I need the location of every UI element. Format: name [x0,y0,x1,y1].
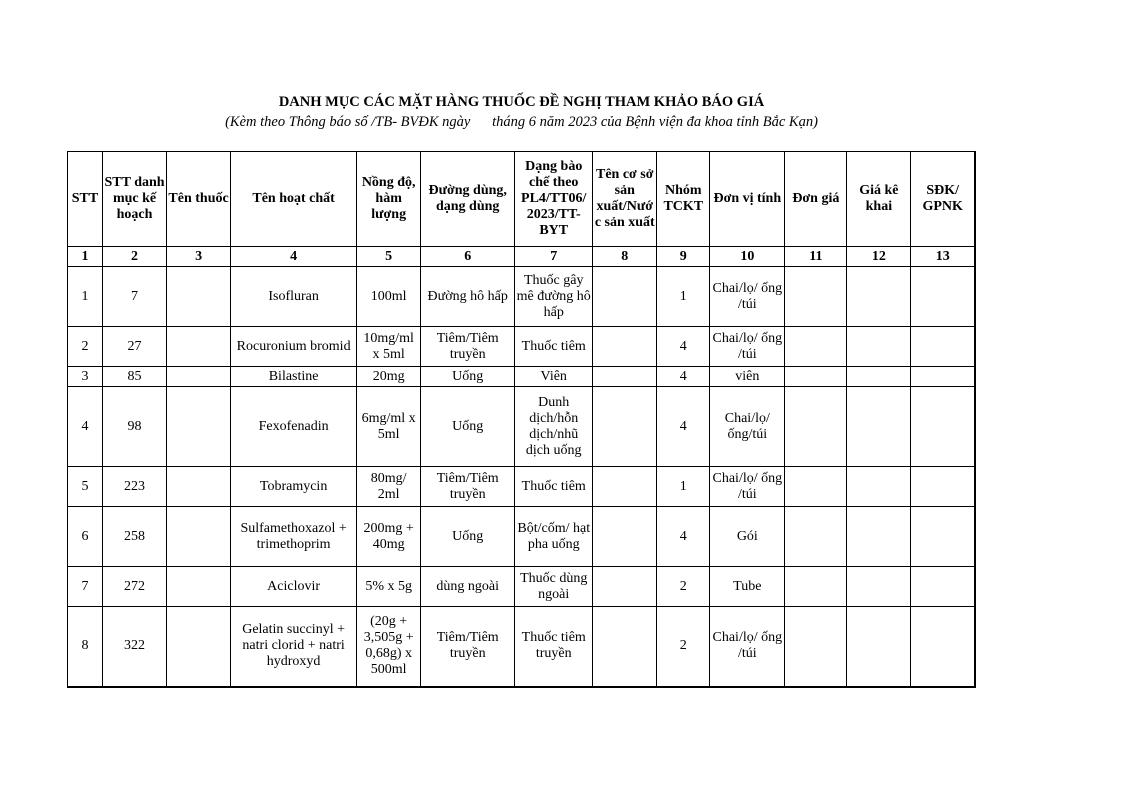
drug-name-cell [167,567,231,607]
registration-cell [911,607,975,687]
table-row [68,327,976,367]
dosage-form-cell: Dunh dịch/hỗn dịch/nhũ dịch uống [515,387,593,467]
declared-price-cell [847,367,911,387]
plan-index-cell: 27 [103,327,167,367]
unit-price-cell [785,607,847,687]
manufacturer-cell [593,387,657,467]
drug-name-cell [167,467,231,507]
registration-cell [911,367,975,387]
active-ingredient-cell: Gelatin succinyl + natri clorid + natri hydroxyd [231,607,357,687]
drug-name-cell [167,607,231,687]
drug-name-cell [167,367,231,387]
active-ingredient-cell: Rocuronium bromid [231,327,357,367]
declared-price-cell [847,507,911,567]
route-cell: Tiêm/Tiêm truyền [421,607,515,687]
concentration-cell: 20mg [357,367,421,387]
drug-list-table [67,151,976,688]
plan-index-cell: 7 [103,267,167,327]
table-row [68,507,976,567]
route-cell: Tiêm/Tiêm truyền [421,467,515,507]
column-number: 2 [103,247,167,267]
manufacturer-cell [593,367,657,387]
plan-index-cell: 85 [103,367,167,387]
active-ingredient-cell: Bilastine [231,367,357,387]
declared-price-cell [847,567,911,607]
plan-index-cell: 322 [103,607,167,687]
declared-price-cell [847,267,911,327]
unit-price-cell [785,387,847,467]
table-header-row [68,152,976,247]
header-cell: Tên cơ sở sản xuất/Nước sản xuất [593,152,657,247]
header-cell: Nhóm TCKT [657,152,710,247]
manufacturer-cell [593,267,657,327]
declared-price-cell [847,387,911,467]
active-ingredient-cell: Sulfamethoxazol + trimethoprim [231,507,357,567]
header-cell: Tên hoạt chất [231,152,357,247]
unit-price-cell [785,367,847,387]
header-cell: SĐK/ GPNK [911,152,975,247]
table-row [68,607,976,687]
drug-name-cell [167,327,231,367]
stt-cell: 8 [68,607,103,687]
active-ingredient-cell: Aciclovir [231,567,357,607]
route-cell: Tiêm/Tiêm truyền [421,327,515,367]
column-number: 8 [593,247,657,267]
dosage-form-cell: Viên [515,367,593,387]
plan-index-cell: 272 [103,567,167,607]
column-number: 3 [167,247,231,267]
unit-cell: Chai/lọ/ ống /túi [710,467,785,507]
plan-index-cell: 258 [103,507,167,567]
active-ingredient-cell: Tobramycin [231,467,357,507]
header-cell: Đường dùng, dạng dùng [421,152,515,247]
table-row [68,267,976,327]
column-number: 12 [847,247,911,267]
active-ingredient-cell: Fexofenadin [231,387,357,467]
manufacturer-cell [593,607,657,687]
concentration-cell: (20g + 3,505g + 0,68g) x 500ml [357,607,421,687]
drug-name-cell [167,507,231,567]
column-number: 6 [421,247,515,267]
unit-price-cell [785,567,847,607]
concentration-cell: 80mg/ 2ml [357,467,421,507]
group-cell: 2 [657,567,710,607]
concentration-cell: 100ml [357,267,421,327]
registration-cell [911,267,975,327]
dosage-form-cell: Thuốc dùng ngoài [515,567,593,607]
column-number: 9 [657,247,710,267]
header-cell: Dạng bào chế theo PL4/TT06/ 2023/TT-BYT [515,152,593,247]
dosage-form-cell: Thuốc tiêm [515,467,593,507]
active-ingredient-cell: Isofluran [231,267,357,327]
stt-cell: 6 [68,507,103,567]
drug-name-cell [167,267,231,327]
header-cell: Nồng độ, hàm lượng [357,152,421,247]
registration-cell [911,507,975,567]
route-cell: Uống [421,367,515,387]
group-cell: 1 [657,267,710,327]
stt-cell: 2 [68,327,103,367]
header-cell: Đơn giá [785,152,847,247]
concentration-cell: 10mg/ml x 5ml [357,327,421,367]
unit-cell: viên [710,367,785,387]
column-number: 13 [911,247,975,267]
route-cell: Đường hô hấp [421,267,515,327]
unit-cell: Chai/lọ/ ống /túi [710,267,785,327]
manufacturer-cell [593,507,657,567]
column-number: 1 [68,247,103,267]
declared-price-cell [847,607,911,687]
manufacturer-cell [593,327,657,367]
group-cell: 4 [657,507,710,567]
group-cell: 4 [657,387,710,467]
unit-price-cell [785,267,847,327]
header-cell: Đơn vị tính [710,152,785,247]
route-cell: dùng ngoài [421,567,515,607]
stt-cell: 1 [68,267,103,327]
registration-cell [911,567,975,607]
table-row [68,387,976,467]
column-number: 4 [231,247,357,267]
registration-cell [911,327,975,367]
unit-cell: Chai/lọ/ ống /túi [710,327,785,367]
header-cell: Tên thuốc [167,152,231,247]
stt-cell: 4 [68,387,103,467]
dosage-form-cell: Bột/cốm/ hạt pha uống [515,507,593,567]
stt-cell: 7 [68,567,103,607]
document-title: DANH MỤC CÁC MẶT HÀNG THUỐC ĐỀ NGHỊ THAM KHẢO BÁO GIÁ [278,94,765,110]
manufacturer-cell [593,467,657,507]
unit-price-cell [785,507,847,567]
declared-price-cell [847,467,911,507]
dosage-form-cell: Thuốc tiêm truyền [515,607,593,687]
unit-cell: Chai/lọ/ ống /túi [710,607,785,687]
group-cell: 2 [657,607,710,687]
header-cell: Giá kê khai [847,152,911,247]
stt-cell: 5 [68,467,103,507]
document-subtitle: (Kèm theo Thông báo số /TB- BVĐK ngày tháng 6 năm 2023 của Bệnh viện đa khoa tỉnh Bắc Kạn) [225,114,818,130]
dosage-form-cell: Thuốc tiêm [515,327,593,367]
table-row [68,467,976,507]
group-cell: 4 [657,367,710,387]
unit-price-cell [785,327,847,367]
concentration-cell: 5% x 5g [357,567,421,607]
table-row [68,367,976,387]
unit-cell: Chai/lọ/ ống/túi [710,387,785,467]
column-number: 7 [515,247,593,267]
table-body [68,267,976,687]
column-number: 10 [710,247,785,267]
group-cell: 4 [657,327,710,367]
registration-cell [911,387,975,467]
drug-name-cell [167,387,231,467]
concentration-cell: 200mg + 40mg [357,507,421,567]
column-number-row [68,247,976,267]
column-number: 5 [357,247,421,267]
header-cell: STT danh mục kế hoạch [103,152,167,247]
registration-cell [911,467,975,507]
stt-cell: 3 [68,367,103,387]
header-cell: STT [68,152,103,247]
unit-cell: Tube [710,567,785,607]
manufacturer-cell [593,567,657,607]
unit-price-cell [785,467,847,507]
route-cell: Uống [421,387,515,467]
dosage-form-cell: Thuốc gây mê đường hô hấp [515,267,593,327]
table-row [68,567,976,607]
column-number: 11 [785,247,847,267]
plan-index-cell: 223 [103,467,167,507]
group-cell: 1 [657,467,710,507]
route-cell: Uống [421,507,515,567]
unit-cell: Gói [710,507,785,567]
plan-index-cell: 98 [103,387,167,467]
concentration-cell: 6mg/ml x 5ml [357,387,421,467]
declared-price-cell [847,327,911,367]
